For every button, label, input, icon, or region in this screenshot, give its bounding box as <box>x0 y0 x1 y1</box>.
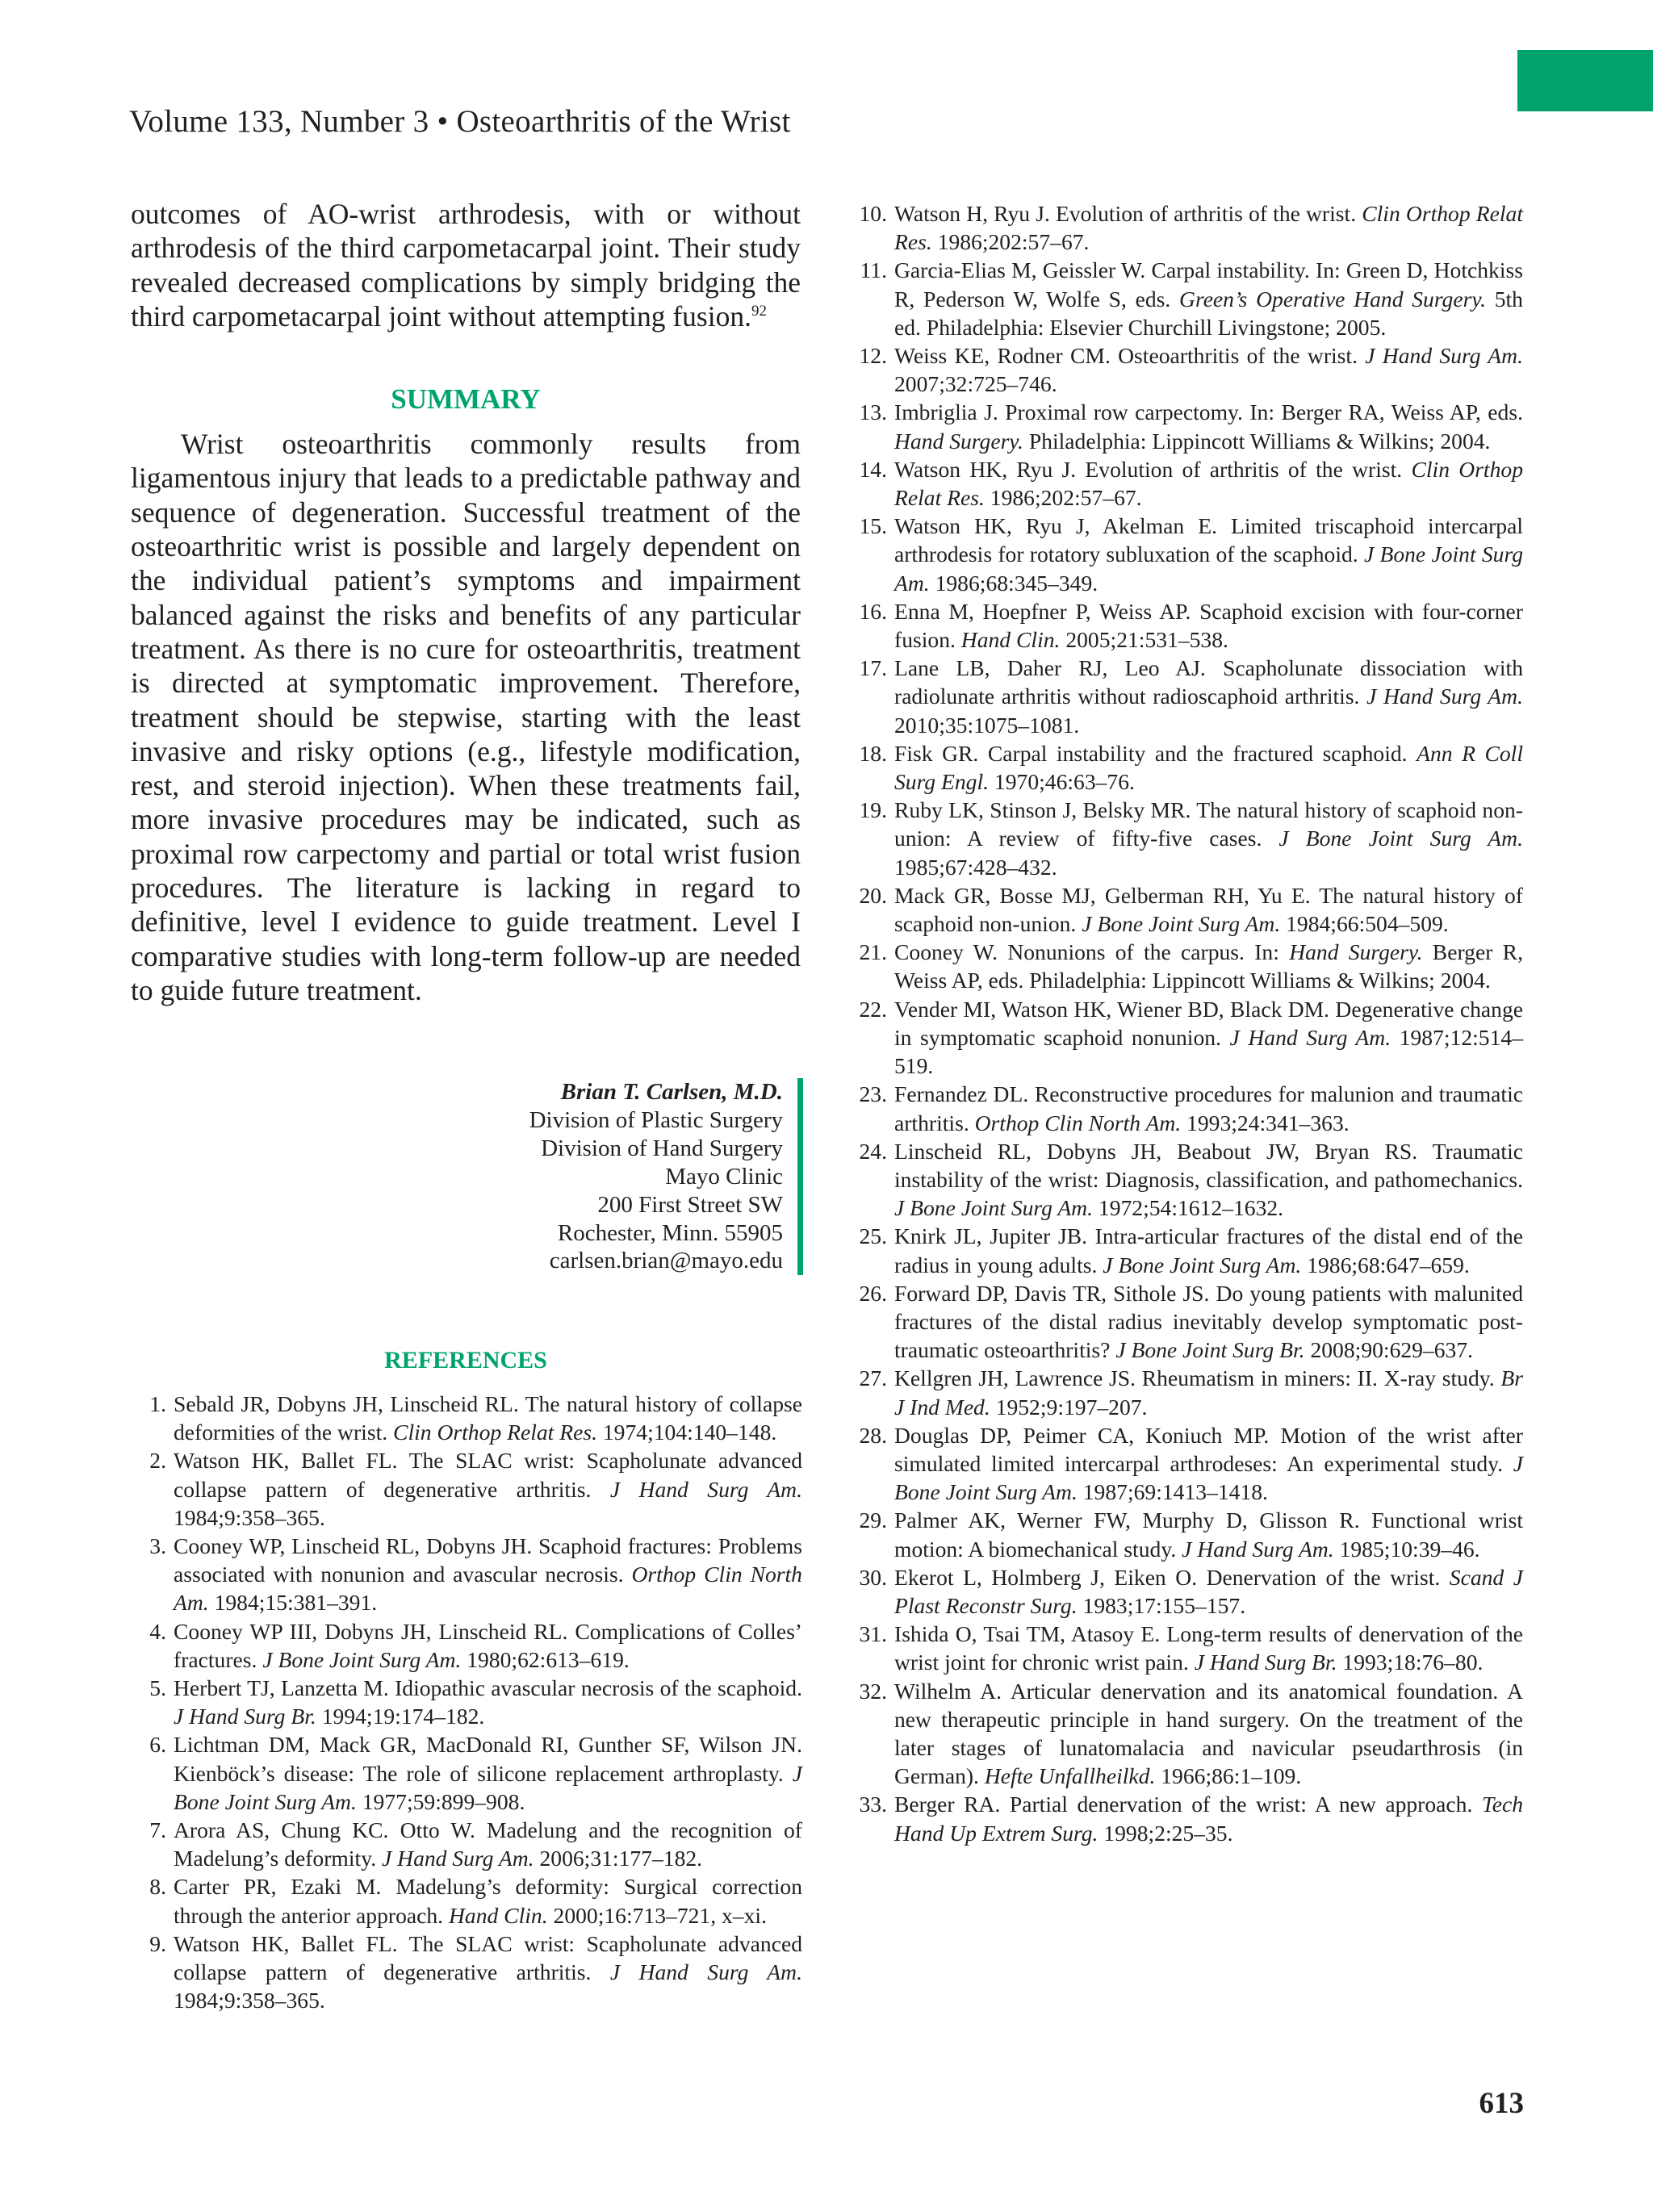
reference-authors-title: Palmer AK, Werner FW, Murphy D, Glisson R. Functional wrist motion: A biomechanical study. <box>894 1507 1523 1562</box>
reference-journal: Hand Clin. <box>448 1902 548 1928</box>
reference-authors-title: Sebald JR, Dobyns JH, Linscheid RL. The natural history of collapse deformities of the wrist. <box>174 1391 802 1445</box>
reference-authors-title: Wilhelm A. Articular denervation and its anatomical foundation. A new therapeutic principle in hand surgery. On the treatment of the later stages of lunatomalacia and navicular pseudarthrosis (in German). <box>894 1678 1523 1789</box>
reference-journal: J Hand Surg Br. <box>174 1704 316 1729</box>
reference-journal: Hefte Unfallheilkd. <box>984 1763 1156 1789</box>
reference-authors-title: Berger RA. Partial denervation of the wrist: A new approach. <box>894 1792 1482 1817</box>
reference-authors-title: Mack GR, Bosse MJ, Gelberman RH, Yu E. The natural history of scaphoid non-union. <box>894 882 1523 937</box>
reference-journal: J Bone Joint Surg Am. <box>262 1646 462 1672</box>
reference-journal: J Hand Surg Am. <box>1365 343 1523 369</box>
reference-number: 4. <box>149 1618 166 1644</box>
reference-item <box>852 1563 1523 1620</box>
reference-citation: 2010;35:1075–1081. <box>894 712 1080 738</box>
reference-journal: J Hand Surg Am. <box>1366 684 1523 709</box>
reference-number: 18. <box>859 740 887 766</box>
reference-citation: 1970;46:63–76. <box>989 769 1135 795</box>
reference-citation: 1972;54:1612–1632. <box>1093 1195 1284 1221</box>
reference-authors-title: Enna M, Hoepfner P, Weiss AP. Scaphoid excision with four-corner fusion. <box>894 598 1523 653</box>
continuation-text: outcomes of AO-wrist arthrodesis, with or without arthrodesis of the third carpometacarpal joint. Their study revealed decreased complications by simply bridging the third carpometacarpal joint without attempting fusion. <box>131 198 801 332</box>
reference-number: 1. <box>149 1391 166 1416</box>
reference-journal: Hand Surgery. <box>894 428 1023 454</box>
references-list-left <box>131 1390 802 2014</box>
reference-number: 21. <box>859 939 887 965</box>
references-list-right <box>852 199 1523 1847</box>
reference-item <box>131 1674 802 1730</box>
page-number: 613 <box>1479 2087 1524 2120</box>
reference-journal: J Bone Joint Surg Am. <box>1103 1252 1302 1277</box>
reference-number: 29. <box>859 1507 887 1533</box>
reference-number: 17. <box>859 655 887 681</box>
reference-item <box>852 1421 1523 1507</box>
reference-authors-title: Knirk JL, Jupiter JB. Intra-articular fractures of the distal end of the radius in young adults. <box>894 1223 1523 1277</box>
reference-journal: Orthop Clin North Am. <box>174 1562 802 1616</box>
address-line: Division of Plastic Surgery <box>529 1106 783 1133</box>
reference-item <box>852 796 1523 881</box>
reference-item <box>131 1617 802 1674</box>
reference-journal: Clin Orthop Relat Res. <box>393 1420 597 1445</box>
reference-authors-title: Vender MI, Watson HK, Wiener BD, Black DM. Degenerative change in symptomatic scaphoid nonunion. <box>894 996 1523 1050</box>
reference-number: 20. <box>859 882 887 908</box>
section-color-tab <box>1517 50 1653 111</box>
reference-citation: 1986;202:57–67. <box>931 229 1090 255</box>
reference-journal: Clin Orthop Relat Res. <box>894 201 1523 255</box>
reference-journal: J Hand Surg Am. <box>1229 1024 1391 1050</box>
reference-journal: Br J Ind Med. <box>894 1365 1523 1420</box>
reference-journal: J Bone Joint Surg Br. <box>1115 1337 1305 1363</box>
reference-authors-title: Ishida O, Tsai TM, Atasoy E. Long-term results of denervation of the wrist joint for chronic wrist pain. <box>894 1621 1523 1675</box>
address-line: Rochester, Minn. 55905 <box>557 1219 783 1246</box>
reference-item <box>852 455 1523 512</box>
reference-item <box>852 739 1523 796</box>
reference-authors-title: Watson H, Ryu J. Evolution of arthritis of the wrist. <box>894 201 1362 226</box>
reference-authors-title: Watson HK, Ryu J. Evolution of arthritis of the wrist. <box>894 456 1412 482</box>
reference-authors-title: Cooney WP, Linscheid RL, Dobyns JH. Scaphoid fractures: Problems associated with nonunion and avascular necrosis. <box>174 1533 802 1587</box>
reference-number: 23. <box>859 1081 887 1107</box>
reference-item <box>131 1730 802 1816</box>
reference-item <box>852 654 1523 739</box>
reference-number: 22. <box>859 996 887 1022</box>
reference-authors-title: Kellgren JH, Lawrence JS. Rheumatism in miners: II. X-ray study. <box>894 1365 1501 1391</box>
reference-number: 30. <box>859 1564 887 1590</box>
reference-citation: Philadelphia: Lippincott Williams & Wilkins; 2004. <box>1023 428 1491 454</box>
reference-citation: 1993;24:341–363. <box>1181 1110 1350 1135</box>
reference-item <box>131 1872 802 1929</box>
address-line: 200 First Street SW <box>597 1191 783 1218</box>
citation-superscript: 92 <box>751 303 767 320</box>
reference-authors-title: Linscheid RL, Dobyns JH, Beabout JW, Bryan RS. Traumatic instability of the wrist: Diagnosis, classification, and pathomechanics. <box>894 1138 1523 1192</box>
reference-journal: Green’s Operative Hand Surgery. <box>1179 286 1486 312</box>
reference-authors-title: Ekerot L, Holmberg J, Eiken O. Denervation of the wrist. <box>894 1564 1450 1590</box>
reference-citation: 1977;59:899–908. <box>356 1788 525 1814</box>
reference-journal: J Bone Joint Surg Am. <box>174 1760 802 1814</box>
reference-item <box>852 1620 1523 1676</box>
reference-citation: 1984;9:358–365. <box>174 1504 325 1530</box>
reference-journal: Ann R Coll Surg Engl. <box>894 740 1524 795</box>
reference-authors-title: Lane LB, Daher RJ, Leo AJ. Scapholunate dissociation with radiolunate arthritis without radioscaphoid arthritis. <box>894 655 1523 709</box>
reference-number: 12. <box>859 343 887 369</box>
reference-citation: 1985;10:39–46. <box>1333 1536 1480 1562</box>
reference-number: 3. <box>149 1533 166 1559</box>
reference-citation: 1987;12:514–519. <box>894 1024 1523 1079</box>
reference-item <box>852 1506 1523 1562</box>
reference-authors-title: Fernandez DL. Reconstructive procedures for malunion and traumatic arthritis. <box>894 1081 1523 1135</box>
reference-authors-title: Watson HK, Ballet FL. The SLAC wrist: Scapholunate advanced collapse pattern of degenerative arthritis. <box>174 1930 802 1985</box>
references-heading: REFERENCES <box>384 1347 547 1374</box>
reference-journal: Orthop Clin North Am. <box>974 1110 1182 1135</box>
reference-journal: J Hand Surg Am. <box>609 1959 802 1985</box>
reference-citation: 1974;104:140–148. <box>596 1420 777 1445</box>
author-address-block <box>452 1078 803 1275</box>
reference-citation: 1952;9:197–207. <box>990 1394 1148 1420</box>
reference-citation: 1986;68:345–349. <box>929 570 1099 596</box>
reference-citation: 1987;69:1413–1418. <box>1077 1479 1268 1505</box>
reference-journal: Hand Clin. <box>960 627 1061 653</box>
reference-citation: 1994;19:174–182. <box>316 1704 485 1729</box>
reference-number: 27. <box>859 1365 887 1391</box>
reference-authors-title: Herbert TJ, Lanzetta M. Idiopathic avascular necrosis of the scaphoid. <box>174 1675 802 1701</box>
reference-journal: Hand Surgery. <box>1289 939 1423 965</box>
reference-journal: J Bone Joint Surg Am. <box>1278 826 1523 851</box>
reference-number: 33. <box>859 1792 887 1817</box>
reference-authors-title: Cooney WP III, Dobyns JH, Linscheid RL. Complications of Colles’ fractures. <box>174 1618 802 1672</box>
reference-citation: 2005;21:531–538. <box>1060 627 1228 653</box>
reference-item <box>852 199 1523 256</box>
reference-item <box>852 512 1523 597</box>
reference-journal: J Hand Surg Am. <box>609 1476 802 1502</box>
reference-citation: 2006;31:177–182. <box>534 1846 703 1871</box>
reference-item <box>852 1222 1523 1278</box>
reference-item <box>852 398 1523 454</box>
reference-citation: 2007;32:725–746. <box>894 371 1057 397</box>
reference-number: 24. <box>859 1138 887 1164</box>
reference-citation: 1984;66:504–509. <box>1280 911 1449 937</box>
reference-citation: Berger R, Weiss AP, eds. Philadelphia: Lippincott Williams & Wilkins; 2004. <box>894 939 1523 993</box>
reference-authors-title: Watson HK, Ballet FL. The SLAC wrist: Scapholunate advanced collapse pattern of degenerative arthritis. <box>174 1448 802 1502</box>
running-head: Volume 133, Number 3 • Osteoarthritis of the Wrist <box>129 104 791 139</box>
reference-authors-title: Forward DP, Davis TR, Sithole JS. Do young patients with malunited fractures of the distal radius inevitably develop symptomatic post-traumatic osteoarthritis? <box>894 1280 1523 1363</box>
reference-authors-title: Ruby LK, Stinson J, Belsky MR. The natural history of scaphoid non-union: A review of fifty-five cases. <box>894 797 1523 851</box>
reference-number: 32. <box>859 1678 887 1704</box>
reference-number: 25. <box>859 1223 887 1249</box>
reference-number: 28. <box>859 1422 887 1448</box>
reference-journal: J Bone Joint Surg Am. <box>894 1450 1523 1505</box>
reference-number: 16. <box>859 598 887 624</box>
reference-item <box>131 1446 802 1532</box>
reference-journal: J Bone Joint Surg Am. <box>894 542 1523 596</box>
reference-citation: 2000;16:713–721, x–xi. <box>547 1902 767 1928</box>
reference-journal: Tech Hand Up Extrem Surg. <box>894 1792 1523 1846</box>
reference-citation: 1980;62:613–619. <box>461 1646 630 1672</box>
reference-number: 7. <box>149 1817 166 1843</box>
reference-number: 19. <box>859 797 887 823</box>
reference-journal: Clin Orthop Relat Res. <box>894 456 1523 511</box>
reference-item <box>852 1137 1523 1223</box>
reference-authors-title: Carter PR, Ezaki M. Madelung’s deformity: Surgical correction through the anterior approach. <box>174 1874 802 1928</box>
reference-journal: Scand J Plast Reconstr Surg. <box>894 1564 1523 1618</box>
reference-item <box>852 597 1523 654</box>
reference-authors-title: Watson HK, Ryu J, Akelman E. Limited triscaphoid intercarpal arthrodesis for rotatory subluxation of the scaphoid. <box>894 513 1523 567</box>
reference-authors-title: Cooney W. Nonunions of the carpus. In: <box>894 939 1290 965</box>
reference-number: 5. <box>149 1675 166 1701</box>
reference-item <box>852 881 1523 938</box>
reference-journal: J Bone Joint Surg Am. <box>894 1195 1093 1221</box>
reference-item <box>131 1532 802 1617</box>
reference-number: 14. <box>859 456 887 482</box>
summary-paragraph: Wrist osteoarthritis commonly results from ligamentous injury that leads to a predictable pathway and sequence of degeneration. Successful treatment of the osteoarthritic wrist is possible and largely dependent on the individual patient’s symptoms and impairment balanced against the risks and benefits of any particular treatment. As there is no cure for osteoarthritis, treatment is directed at symptomatic improvement. Therefore, treatment should be stepwise, starting with the least invasive and risky options (e.g., lifestyle modification, rest, and steroid injection). When these treatments fail, more invasive procedures may be indicated, such as proximal row carpectomy and partial or total wrist fusion procedures. The literature is lacking in regard to definitive, level I evidence to guide treatment. Level I comparative studies with long-term follow-up are needed to guide future treatment. <box>131 428 801 1006</box>
reference-number: 15. <box>859 513 887 539</box>
reference-citation: 1985;67:428–432. <box>894 854 1057 880</box>
author-email: carlsen.brian@mayo.edu <box>549 1248 783 1274</box>
reference-item <box>852 1364 1523 1420</box>
reference-item <box>852 1677 1523 1791</box>
reference-citation: 1998;2:25–35. <box>1098 1820 1233 1846</box>
reference-authors-title: Garcia-Elias M, Geissler W. Carpal instability. In: Green D, Hotchkiss R, Pederson W, Wolfe S, eds. <box>894 257 1523 312</box>
reference-number: 2. <box>149 1448 166 1474</box>
reference-item <box>852 341 1523 398</box>
reference-item <box>852 1790 1523 1846</box>
reference-citation: 5th ed. Philadelphia: Elsevier Churchill Livingstone; 2005. <box>894 286 1523 340</box>
reference-authors-title: Fisk GR. Carpal instability and the fractured scaphoid. <box>894 740 1417 766</box>
reference-journal: J Bone Joint Surg Am. <box>1082 911 1281 937</box>
reference-number: 10. <box>859 201 887 226</box>
reference-authors-title: Imbriglia J. Proximal row carpectomy. In: Berger RA, Weiss AP, eds. <box>894 399 1523 425</box>
reference-citation: 1993;18:76–80. <box>1337 1650 1484 1675</box>
reference-journal: J Hand Surg Br. <box>1194 1650 1337 1675</box>
reference-item <box>131 1390 802 1446</box>
reference-journal: J Hand Surg Am. <box>382 1846 534 1871</box>
reference-number: 13. <box>859 399 887 425</box>
reference-number: 26. <box>859 1280 887 1306</box>
summary-heading: SUMMARY <box>391 383 541 416</box>
reference-citation: 1966;86:1–109. <box>1155 1763 1302 1789</box>
reference-number: 8. <box>149 1874 166 1900</box>
reference-number: 11. <box>860 257 887 283</box>
reference-item <box>131 1930 802 2015</box>
reference-authors-title: Lichtman DM, Mack GR, MacDonald RI, Gunther SF, Wilson JN. Kienböck’s disease: The role of silicone replacement arthroplasty. <box>174 1732 802 1786</box>
reference-citation: 1984;15:381–391. <box>208 1590 378 1616</box>
reference-citation: 1986;202:57–67. <box>984 485 1142 511</box>
reference-citation: 2008;90:629–637. <box>1304 1337 1474 1363</box>
reference-citation: 1984;9:358–365. <box>174 1988 325 2013</box>
reference-number: 6. <box>149 1732 166 1758</box>
reference-item <box>852 995 1523 1081</box>
reference-item <box>852 1080 1523 1136</box>
address-line: Division of Hand Surgery <box>541 1135 783 1161</box>
reference-authors-title: Arora AS, Chung KC. Otto W. Madelung and the recognition of Madelung’s deformity. <box>174 1817 802 1871</box>
author-name: Brian T. Carlsen, M.D. <box>560 1079 783 1105</box>
reference-item <box>852 938 1523 994</box>
reference-citation: 1986;68:647–659. <box>1301 1252 1470 1277</box>
reference-item <box>852 1279 1523 1365</box>
reference-authors-title: Weiss KE, Rodner CM. Osteoarthritis of the wrist. <box>894 343 1366 369</box>
reference-number: 31. <box>859 1621 887 1647</box>
continuation-paragraph <box>131 197 801 333</box>
left-column <box>131 197 801 1007</box>
reference-journal: J Hand Surg Am. <box>1182 1536 1334 1562</box>
reference-item <box>852 256 1523 341</box>
reference-citation: 1983;17:155–157. <box>1077 1592 1246 1618</box>
address-line: Mayo Clinic <box>665 1163 783 1190</box>
reference-number: 9. <box>149 1930 166 1956</box>
reference-authors-title: Douglas DP, Peimer CA, Koniuch MP. Motion of the wrist after simulated limited intercarpal arthrodeses: An experimental study. <box>894 1422 1523 1476</box>
reference-item <box>131 1816 802 1872</box>
